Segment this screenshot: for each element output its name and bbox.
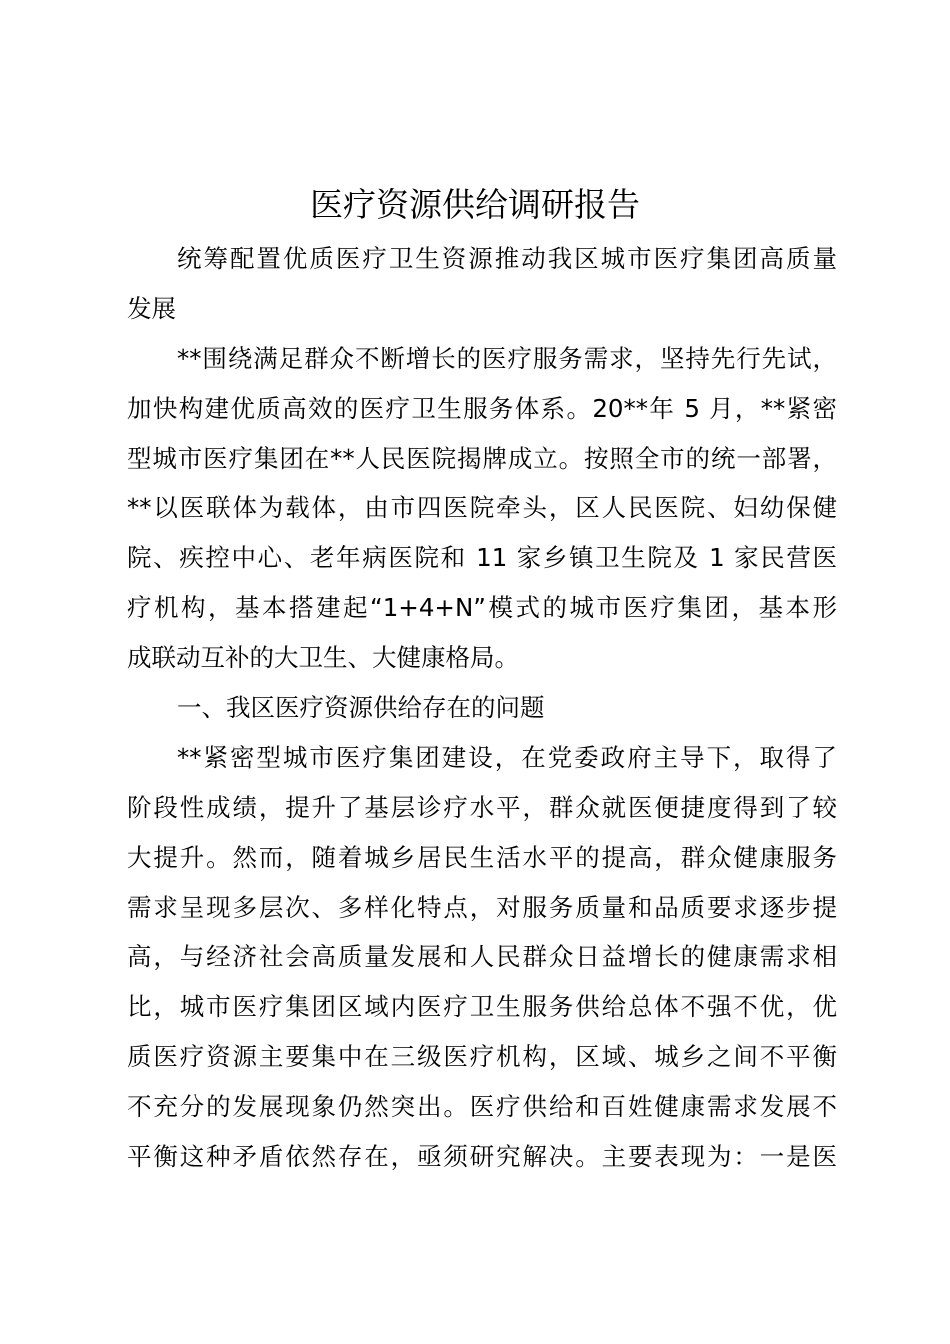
body-line: 需求呈现多层次、多样化特点，对服务质量和品质要求逐步提 [127,892,837,922]
body-line: 成联动互补的大卫生、大健康格局。 [127,643,519,673]
body-line: 疗机构，基本搭建起“1+4+N”模式的城市医疗集团，基本形 [127,593,837,623]
body-line: 阶段性成绩，提升了基层诊疗水平，群众就医便捷度得到了较 [127,792,837,822]
body-line: **紧密型城市医疗集团建设，在党委政府主导下，取得了 [177,742,837,772]
body-line: 型城市医疗集团在**人民医院揭牌成立。按照全市的统一部署， [127,443,837,473]
body-line: **围绕满足群众不断增长的医疗服务需求，坚持先行先试， [177,343,837,373]
body-line: 不充分的发展现象仍然突出。医疗供给和百姓健康需求发展不 [127,1092,837,1122]
body-line: 平衡这种矛盾依然存在，亟须研究解决。主要表现为：一是医 [127,1142,837,1172]
body-line: 大提升。然而，随着城乡居民生活水平的提高，群众健康服务 [127,842,837,872]
section-heading: 一、我区医疗资源供给存在的问题 [177,693,545,723]
subtitle-line-2: 发展 [127,293,176,323]
body-line: 院、疾控中心、老年病医院和 11 家乡镇卫生院及 1 家民营医 [127,543,837,573]
body-line: 比，城市医疗集团区域内医疗卫生服务供给总体不强不优，优 [127,992,837,1022]
document-title: 医疗资源供给调研报告 [310,185,640,224]
document-body [127,234,837,1182]
body-line: **以医联体为载体，由市四医院牵头，区人民医院、妇幼保健 [127,493,837,523]
body-line: 高，与经济社会高质量发展和人民群众日益增长的健康需求相 [127,942,837,972]
body-line: 质医疗资源主要集中在三级医疗机构，区域、城乡之间不平衡 [127,1042,837,1072]
subtitle-line-1: 统筹配置优质医疗卫生资源推动我区城市医疗集团高质量 [177,244,837,273]
body-line: 加快构建优质高效的医疗卫生服务体系。20**年 5 月，**紧密 [127,393,837,423]
